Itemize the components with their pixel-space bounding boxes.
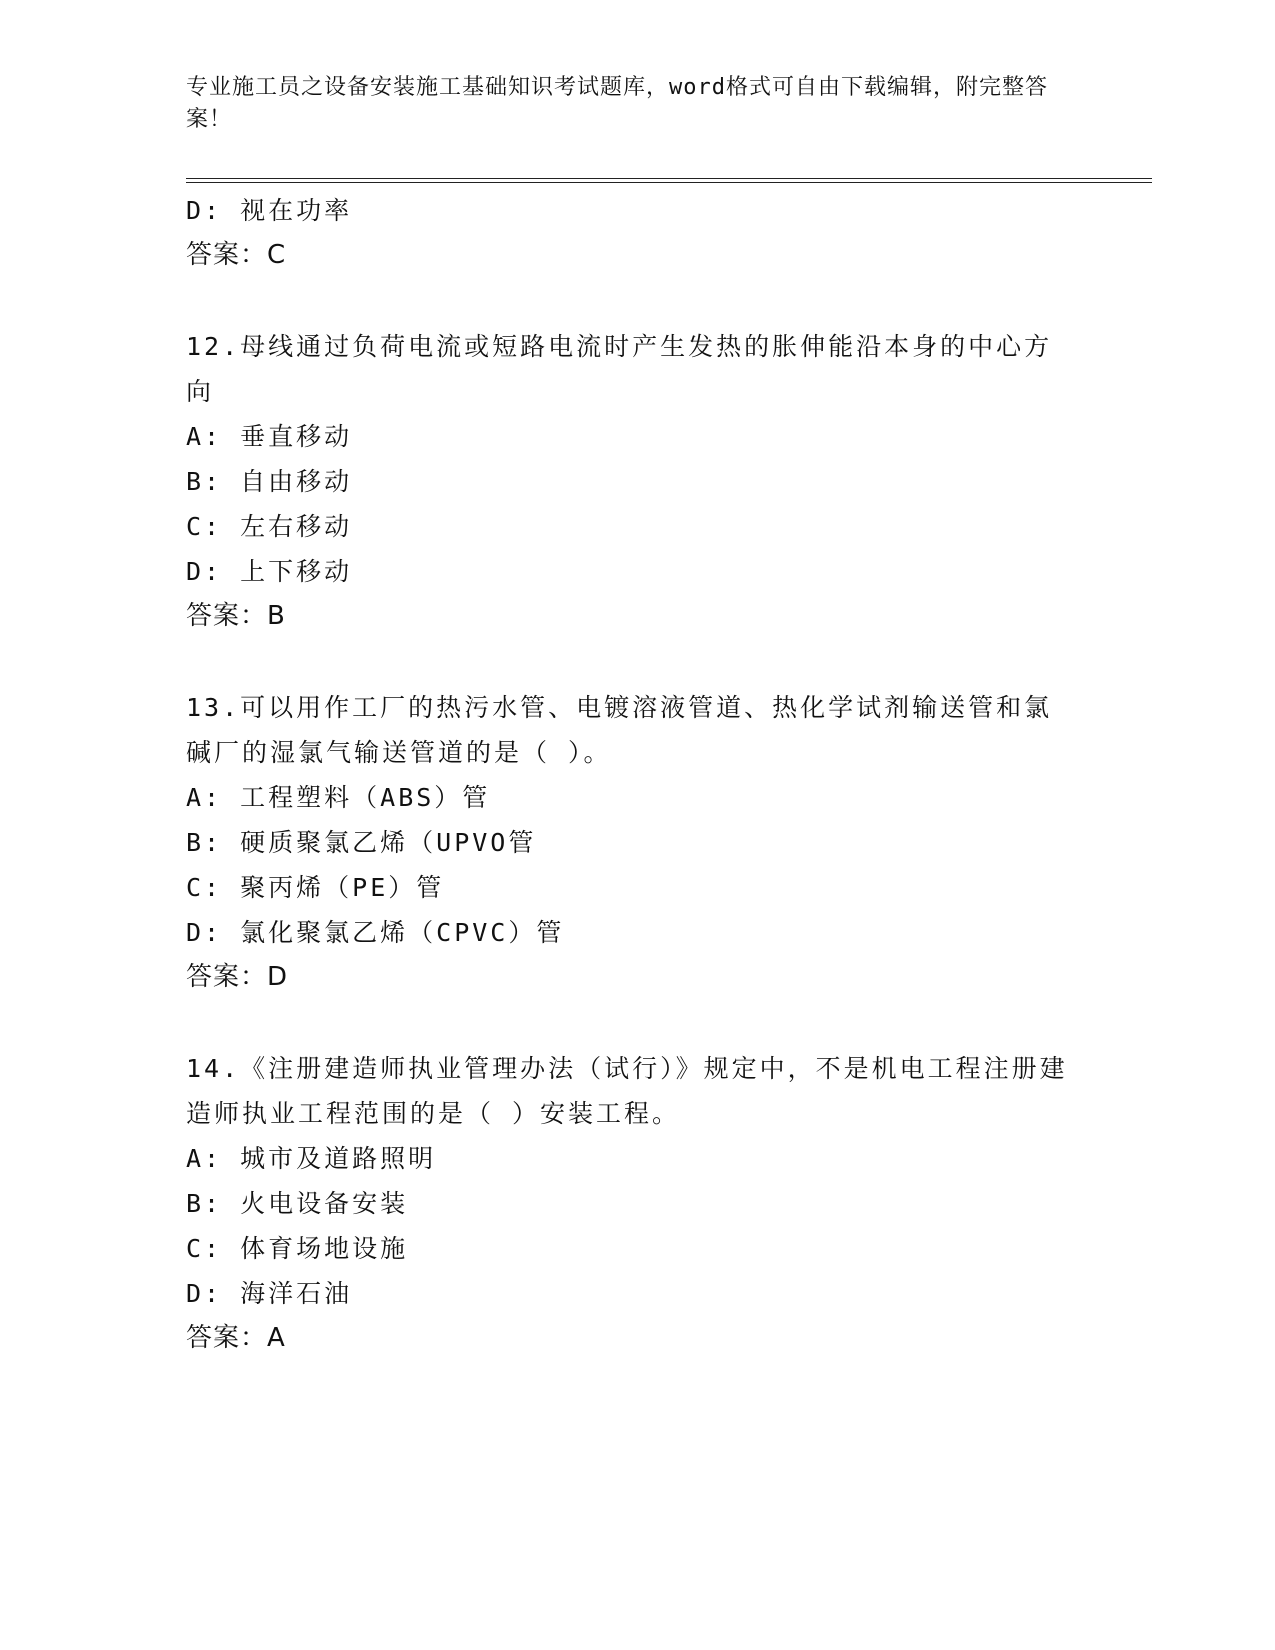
question-text: 12.母线通过负荷电流或短路电流时产生发热的胀伸能沿本身的中心方向 [186,332,1053,406]
question-block-14 [186,1046,1076,1361]
option-a: A: 城市及道路照明 [186,1144,437,1173]
option-c: C: 聚丙烯（PE）管 [186,873,445,902]
header-divider-bottom [186,182,1152,183]
spacer [186,278,1076,324]
answer: 答案：B [186,601,286,631]
option-a: A: 垂直移动 [186,422,353,451]
answer: 答案：A [186,1323,286,1353]
question-block-13 [186,685,1076,1000]
question-text: 13.可以用作工厂的热污水管、电镀溶液管道、热化学试剂输送管和氯碱厂的湿氯气输送管道的是（ ）。 [186,693,1053,767]
option-d: D: 上下移动 [186,557,353,586]
header-divider-top [186,178,1152,179]
option-a: A: 工程塑料（ABS）管 [186,783,491,812]
option-b: B: 硬质聚氯乙烯（UPVO管 [186,828,537,857]
carryover-answer: 答案：C [186,240,287,270]
carryover-option-d: D: 视在功率 [186,196,353,225]
option-b: B: 火电设备安装 [186,1189,409,1218]
option-d: D: 海洋石油 [186,1279,353,1308]
option-c: C: 左右移动 [186,512,353,541]
question-content [186,188,1076,1361]
question-text: 14.《注册建造师执业管理办法（试行）》规定中，不是机电工程注册建造师执业工程范围的是（ ）安装工程。 [186,1054,1068,1128]
option-d: D: 氯化聚氯乙烯（CPVC）管 [186,918,565,947]
question-block-12 [186,324,1076,639]
spacer [186,1000,1076,1046]
spacer [186,639,1076,685]
page-header: 专业施工员之设备安装施工基础知识考试题库，word格式可自由下载编辑，附完整答案！ [186,75,1048,132]
option-c: C: 体育场地设施 [186,1234,409,1263]
option-b: B: 自由移动 [186,467,353,496]
answer: 答案：D [186,962,289,992]
